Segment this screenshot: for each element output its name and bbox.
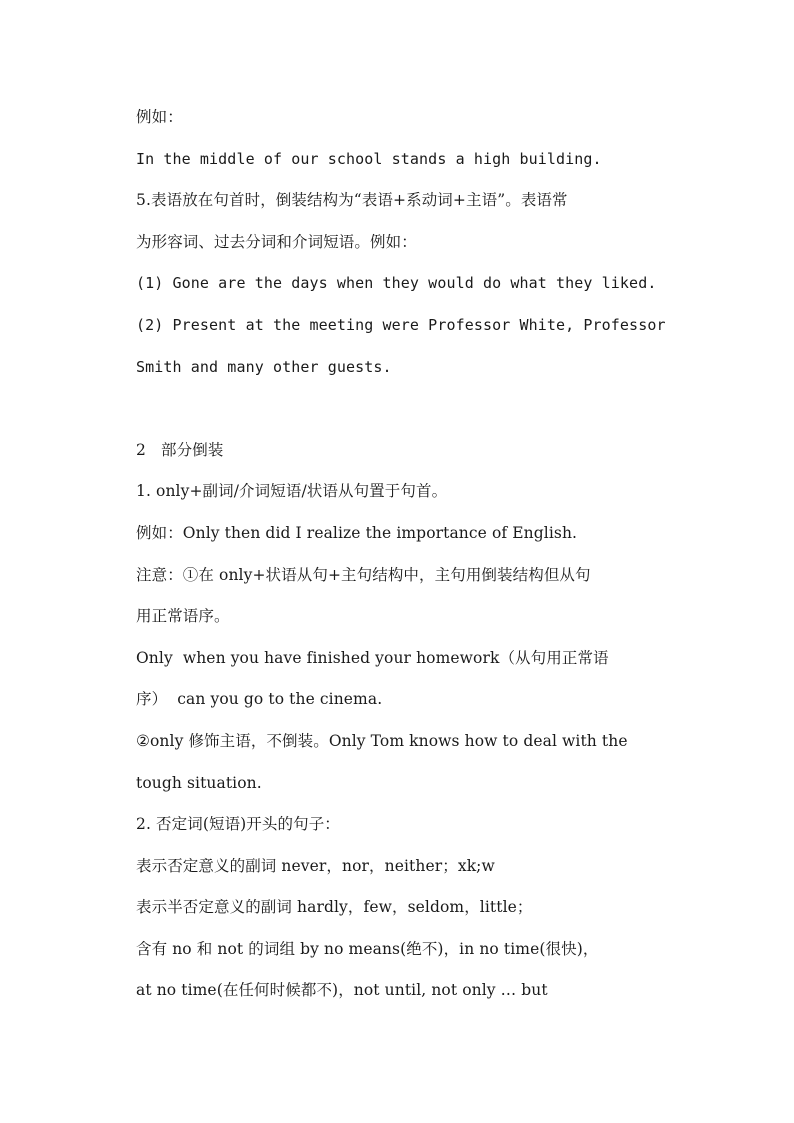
document-body bbox=[136, 97, 696, 1012]
note-line-1: 注意：①在 only+状语从句+主句结构中，主句用倒装结构但从句 bbox=[136, 565, 591, 584]
note-example-line-1: Only when you have finished your homework（从句用正常语 bbox=[136, 648, 609, 667]
section-heading-partial-inversion: 2 部分倒装 bbox=[136, 440, 224, 459]
example-2-line-1: (2) Present at the meeting were Professor White, Professor bbox=[136, 315, 666, 334]
no-not-phrases-line-1: 含有 no 和 not 的词组 by no means(绝不)，in no time(很快)， bbox=[136, 939, 599, 958]
semi-negative-adverbs: 表示半否定意义的副词 hardly，few，seldom，little； bbox=[136, 898, 533, 917]
example-2-line-2: Smith and many other guests. bbox=[136, 357, 392, 376]
no-not-phrases-line-2: at no time(在任何时候都不)，not until, not only … but bbox=[136, 981, 548, 1000]
example-1: (1) Gone are the days when they would do what they liked. bbox=[136, 274, 657, 293]
rule-2: 2. 否定词(短语)开头的句子： bbox=[136, 815, 340, 834]
negative-adverbs: 表示否定意义的副词 never，nor，neither；xk;w bbox=[136, 856, 495, 875]
example-sentence: In the middle of our school stands a high building. bbox=[136, 149, 602, 168]
example-label: 例如： bbox=[136, 108, 183, 126]
rule-5-line-1: 5.表语放在句首时，倒装结构为“表语+系动词+主语”。表语常 bbox=[136, 191, 568, 210]
note-2-line-2: tough situation. bbox=[136, 773, 262, 792]
rule-5-line-2: 为形容词、过去分词和介词短语。例如： bbox=[136, 232, 417, 251]
rule-1: 1. only+副词/介词短语/状语从句置于句首。 bbox=[136, 482, 448, 501]
blank-line bbox=[136, 388, 696, 430]
note-example-line-2: 序） can you go to the cinema. bbox=[136, 690, 383, 709]
rule-1-example: 例如：Only then did I realize the importance of English. bbox=[136, 523, 578, 542]
note-line-2: 用正常语序。 bbox=[136, 607, 230, 626]
note-2-line-1: ②only 修饰主语，不倒装。Only Tom knows how to deal with the bbox=[136, 731, 628, 750]
